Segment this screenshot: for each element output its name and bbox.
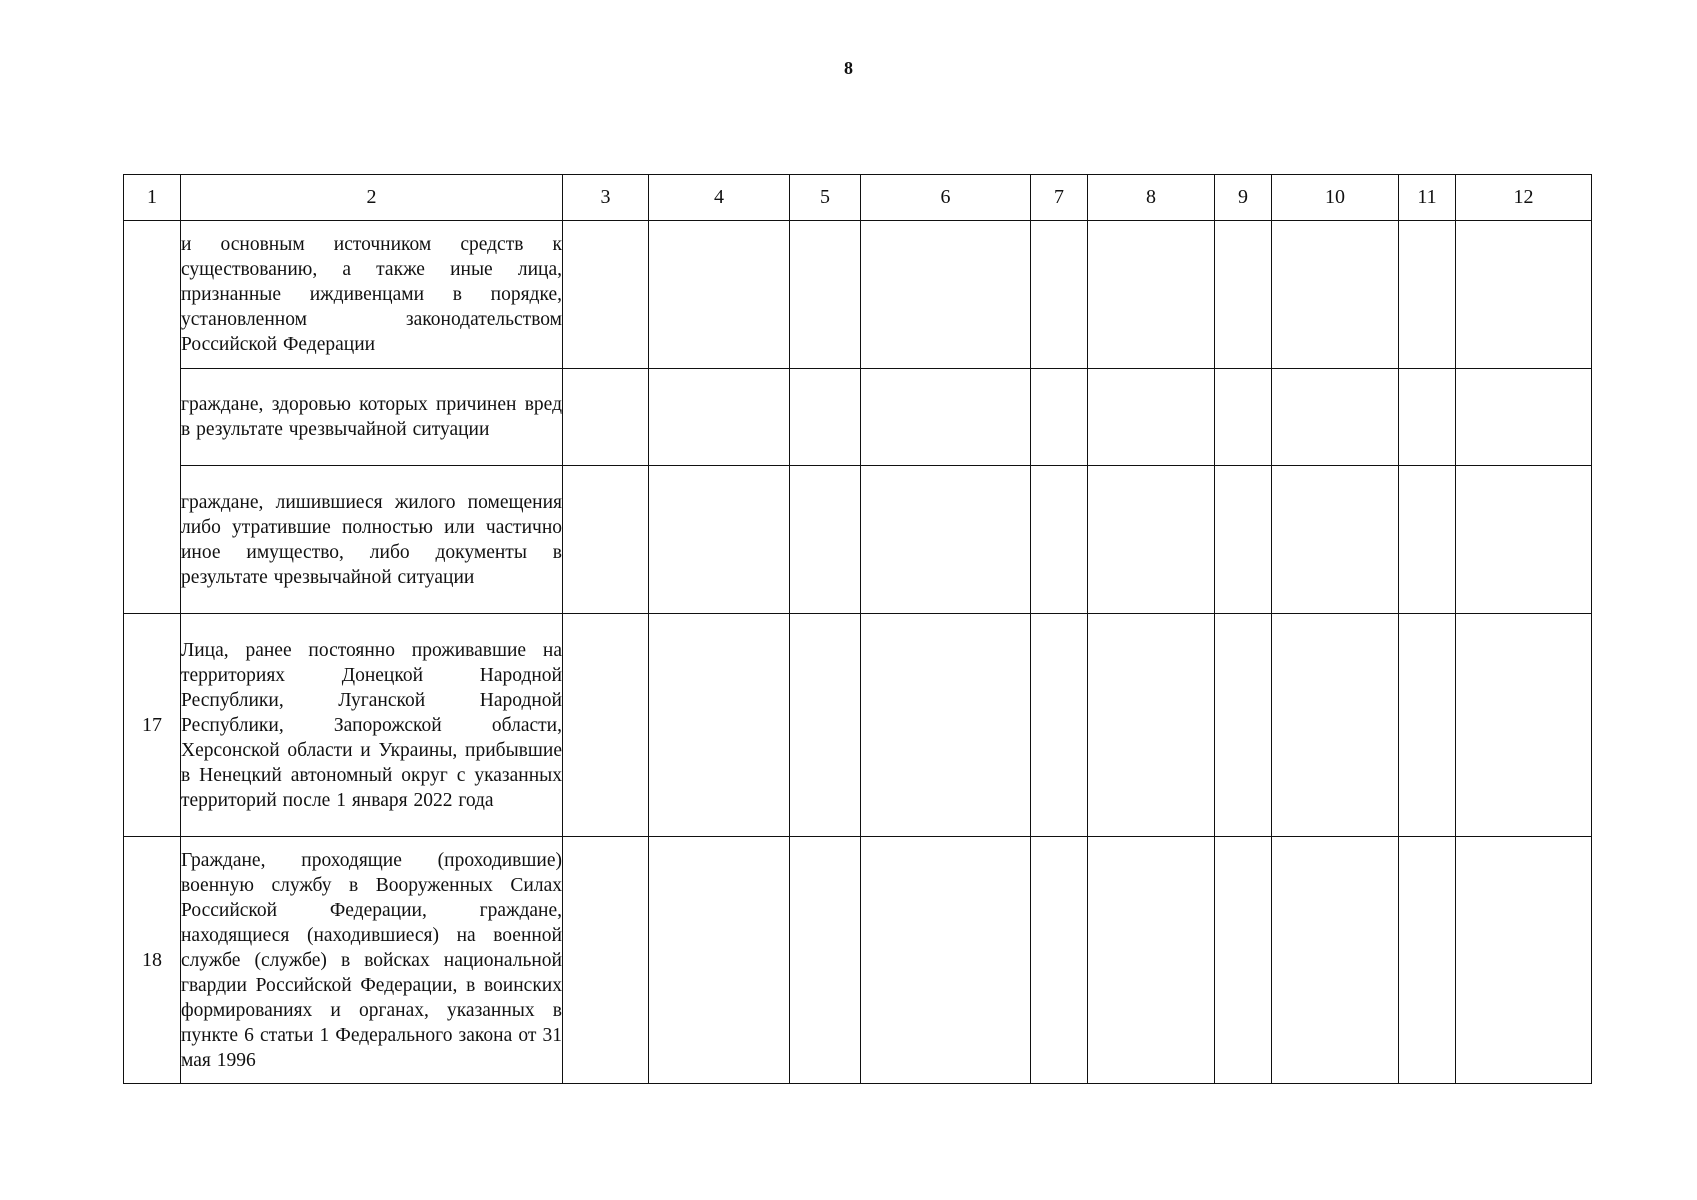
column-header-1: 1 <box>124 175 181 221</box>
column-header-5: 5 <box>790 175 861 221</box>
empty-cell <box>1272 466 1399 614</box>
empty-cell <box>861 369 1031 466</box>
empty-cell <box>649 614 790 837</box>
row-description: Граждане, проходящие (проходившие) военную службу в Вооруженных Силах Российской Федерации, граждане, находящиеся (находившиеся) на военной службе (службе) в войсках национальной гвардии Российской Федерации, в воинских формированиях и органах, указанных в пункте 6 статьи 1 Федерального закона от 31 мая 1996 <box>181 837 563 1084</box>
empty-cell <box>1215 221 1272 369</box>
empty-cell <box>1088 614 1215 837</box>
empty-cell <box>1031 466 1088 614</box>
row-description: граждане, лишившиеся жилого помещения либо утратившие полностью или частично иное имущество, либо документы в результате чрезвычайной ситуации <box>181 466 563 614</box>
data-table <box>123 174 1592 1084</box>
row-number-cell <box>124 221 181 614</box>
empty-cell <box>649 466 790 614</box>
empty-cell <box>1031 837 1088 1084</box>
empty-cell <box>1399 466 1456 614</box>
column-header-4: 4 <box>649 175 790 221</box>
empty-cell <box>1456 466 1592 614</box>
empty-cell <box>1272 614 1399 837</box>
row-number-cell: 17 <box>124 614 181 837</box>
table-row <box>124 614 1592 837</box>
empty-cell <box>1399 369 1456 466</box>
empty-cell <box>649 369 790 466</box>
row-number-cell: 18 <box>124 837 181 1084</box>
empty-cell <box>1399 614 1456 837</box>
empty-cell <box>1215 466 1272 614</box>
page-number: 8 <box>844 58 853 78</box>
empty-cell <box>1399 837 1456 1084</box>
empty-cell <box>563 614 649 837</box>
column-header-9: 9 <box>1215 175 1272 221</box>
empty-cell <box>1456 369 1592 466</box>
empty-cell <box>790 614 861 837</box>
empty-cell <box>1215 837 1272 1084</box>
empty-cell <box>1272 369 1399 466</box>
column-header-6: 6 <box>861 175 1031 221</box>
empty-cell <box>1215 614 1272 837</box>
header-row <box>124 175 1592 221</box>
empty-cell <box>861 221 1031 369</box>
empty-cell <box>563 369 649 466</box>
empty-cell <box>861 837 1031 1084</box>
empty-cell <box>790 369 861 466</box>
column-header-10: 10 <box>1272 175 1399 221</box>
column-header-11: 11 <box>1399 175 1456 221</box>
empty-cell <box>790 837 861 1084</box>
empty-cell <box>563 466 649 614</box>
empty-cell <box>1088 837 1215 1084</box>
empty-cell <box>1088 221 1215 369</box>
empty-cell <box>1088 466 1215 614</box>
empty-cell <box>790 466 861 614</box>
empty-cell <box>861 466 1031 614</box>
empty-cell <box>1456 837 1592 1084</box>
row-description: Лица, ранее постоянно проживавшие на территориях Донецкой Народной Республики, Луганской Народной Республики, Запорожской области, Херсонской области и Украины, прибывшие в Ненецкий автономный округ с указанных территорий после 1 января 2022 года <box>181 614 563 837</box>
empty-cell <box>1456 221 1592 369</box>
table-row <box>124 221 1592 369</box>
empty-cell <box>563 221 649 369</box>
empty-cell <box>1031 614 1088 837</box>
table-row <box>124 369 1592 466</box>
column-header-7: 7 <box>1031 175 1088 221</box>
empty-cell <box>1215 369 1272 466</box>
column-header-8: 8 <box>1088 175 1215 221</box>
empty-cell <box>1031 369 1088 466</box>
row-description: граждане, здоровью которых причинен вред в результате чрезвычайной ситуации <box>181 369 563 466</box>
column-header-12: 12 <box>1456 175 1592 221</box>
empty-cell <box>1399 221 1456 369</box>
column-header-3: 3 <box>563 175 649 221</box>
row-description: и основным источником средств к существованию, а также иные лица, признанные иждивенцами в порядке, установленном законодательством Российской Федерации <box>181 221 563 369</box>
empty-cell <box>1031 221 1088 369</box>
empty-cell <box>1088 369 1215 466</box>
empty-cell <box>1272 837 1399 1084</box>
empty-cell <box>563 837 649 1084</box>
empty-cell <box>1456 614 1592 837</box>
table-row <box>124 466 1592 614</box>
empty-cell <box>790 221 861 369</box>
table-row <box>124 837 1592 1084</box>
empty-cell <box>649 221 790 369</box>
column-header-2: 2 <box>181 175 563 221</box>
empty-cell <box>861 614 1031 837</box>
empty-cell <box>1272 221 1399 369</box>
empty-cell <box>649 837 790 1084</box>
